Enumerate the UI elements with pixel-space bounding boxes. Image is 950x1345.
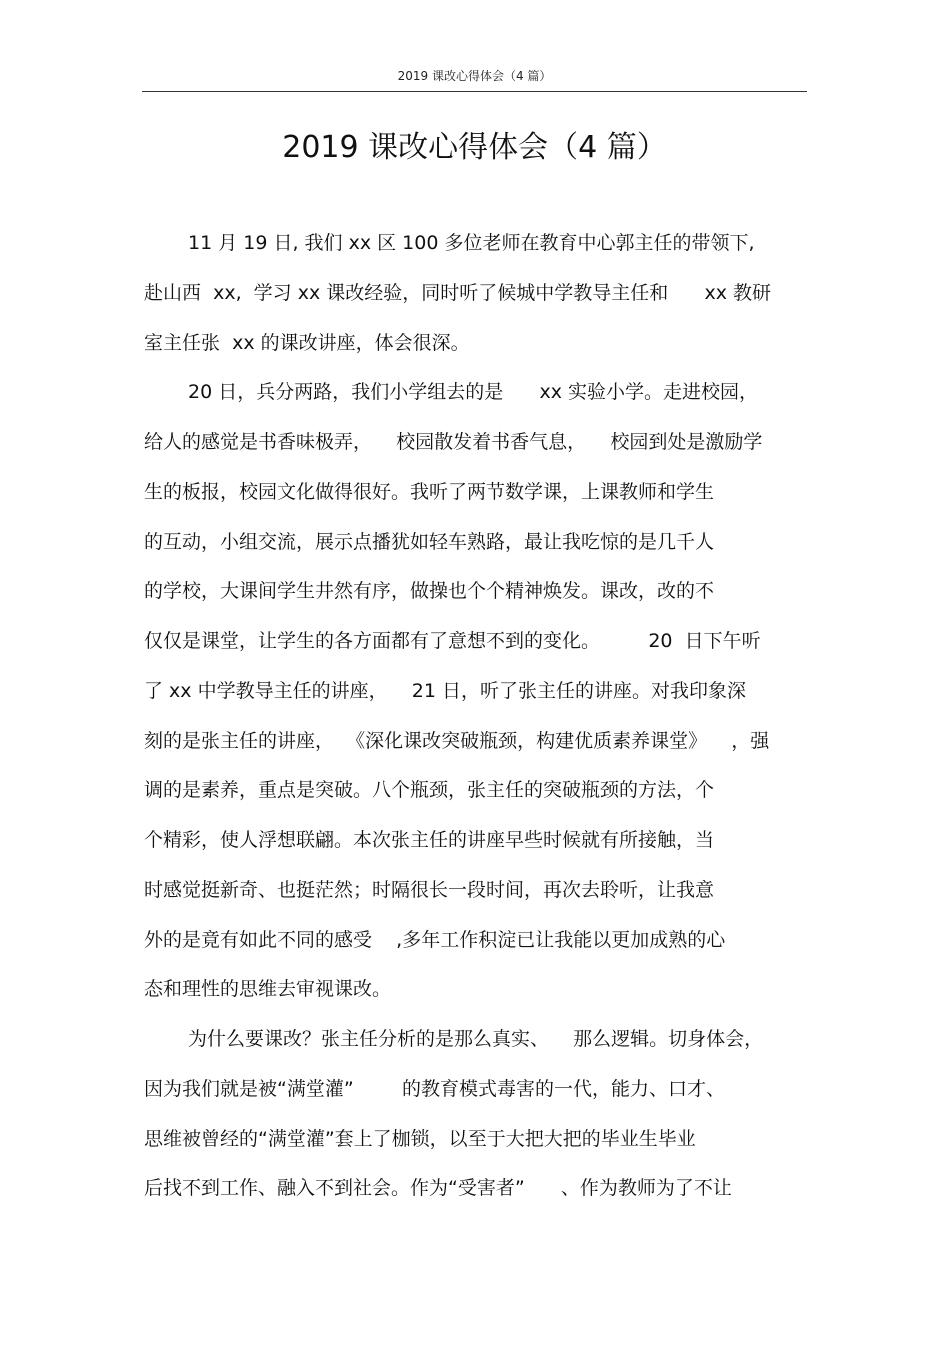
body-line: 11 月 19 日, 我们 xx 区 100 多位老师在教育中心郭主任的带领下, (188, 232, 755, 254)
body-line: 室主任张 xx 的课改讲座，体会很深。 (144, 332, 470, 354)
body-line: 生的板报，校园文化做得很好。我听了两节数学课，上课教师和学生 (144, 481, 715, 503)
body-line: 刻的是张主任的讲座， 《深化课改突破瓶颈，构建优质素养课堂》 ，强 (144, 730, 770, 752)
body-line: 思维被曾经的“满堂灌”套上了枷锁，以至于大把大把的毕业生毕业 (144, 1128, 696, 1150)
body-line: 为什么要课改？张主任分析的是那么真实、 那么逻辑。切身体会， (188, 1028, 764, 1050)
body-line: 后找不到工作、融入不到社会。作为“受害者” 、作为教师为了不让 (144, 1177, 732, 1199)
body-line: 的学校，大课间学生井然有序，做操也个个精神焕发。课改，改的不 (144, 580, 715, 602)
body-line: 外的是竟有如此不同的感受 ,多年工作积淀已让我能以更加成熟的心 (144, 929, 726, 951)
body-line: 调的是素养，重点是突破。八个瓶颈，张主任的突破瓶颈的方法，个 (144, 779, 715, 801)
body-line: 时感觉挺新奇、也挺茫然；时隔很长一段时间，再次去聆听，让我意 (144, 879, 715, 901)
body-line: 赴山西 xx, 学习 xx 课改经验，同时听了候城中学教导主任和 xx 教研 (144, 282, 772, 304)
body-line: 的互动，小组交流，展示点播犹如轻车熟路，最让我吃惊的是几千人 (144, 531, 715, 553)
running-header: 2019 课改心得体会（4 篇） (397, 69, 552, 83)
body-line: 仅仅是课堂，让学生的各方面都有了意想不到的变化。 20 日下午听 (144, 630, 761, 652)
body-line: 个精彩，使人浮想联翩。本次张主任的讲座早些时候就有所接触，当 (144, 829, 715, 851)
header-divider (142, 91, 807, 92)
body-line: 了 xx 中学教导主任的讲座， 21 日，听了张主任的讲座。对我印象深 (144, 680, 746, 702)
body-line: 态和理性的思维去审视课改。 (144, 978, 392, 1000)
document-title: 2019 课改心得体会（4 篇） (282, 130, 667, 165)
body-line: 给人的感觉是书香味极弄， 校园散发着书香气息， 校园到处是激励学 (144, 431, 763, 453)
body-line: 20 日，兵分两路，我们小学组去的是 xx 实验小学。走进校园， (188, 381, 758, 403)
body-line: 因为我们就是被“满堂灌” 的教育模式毒害的一代，能力、口才、 (144, 1078, 726, 1100)
